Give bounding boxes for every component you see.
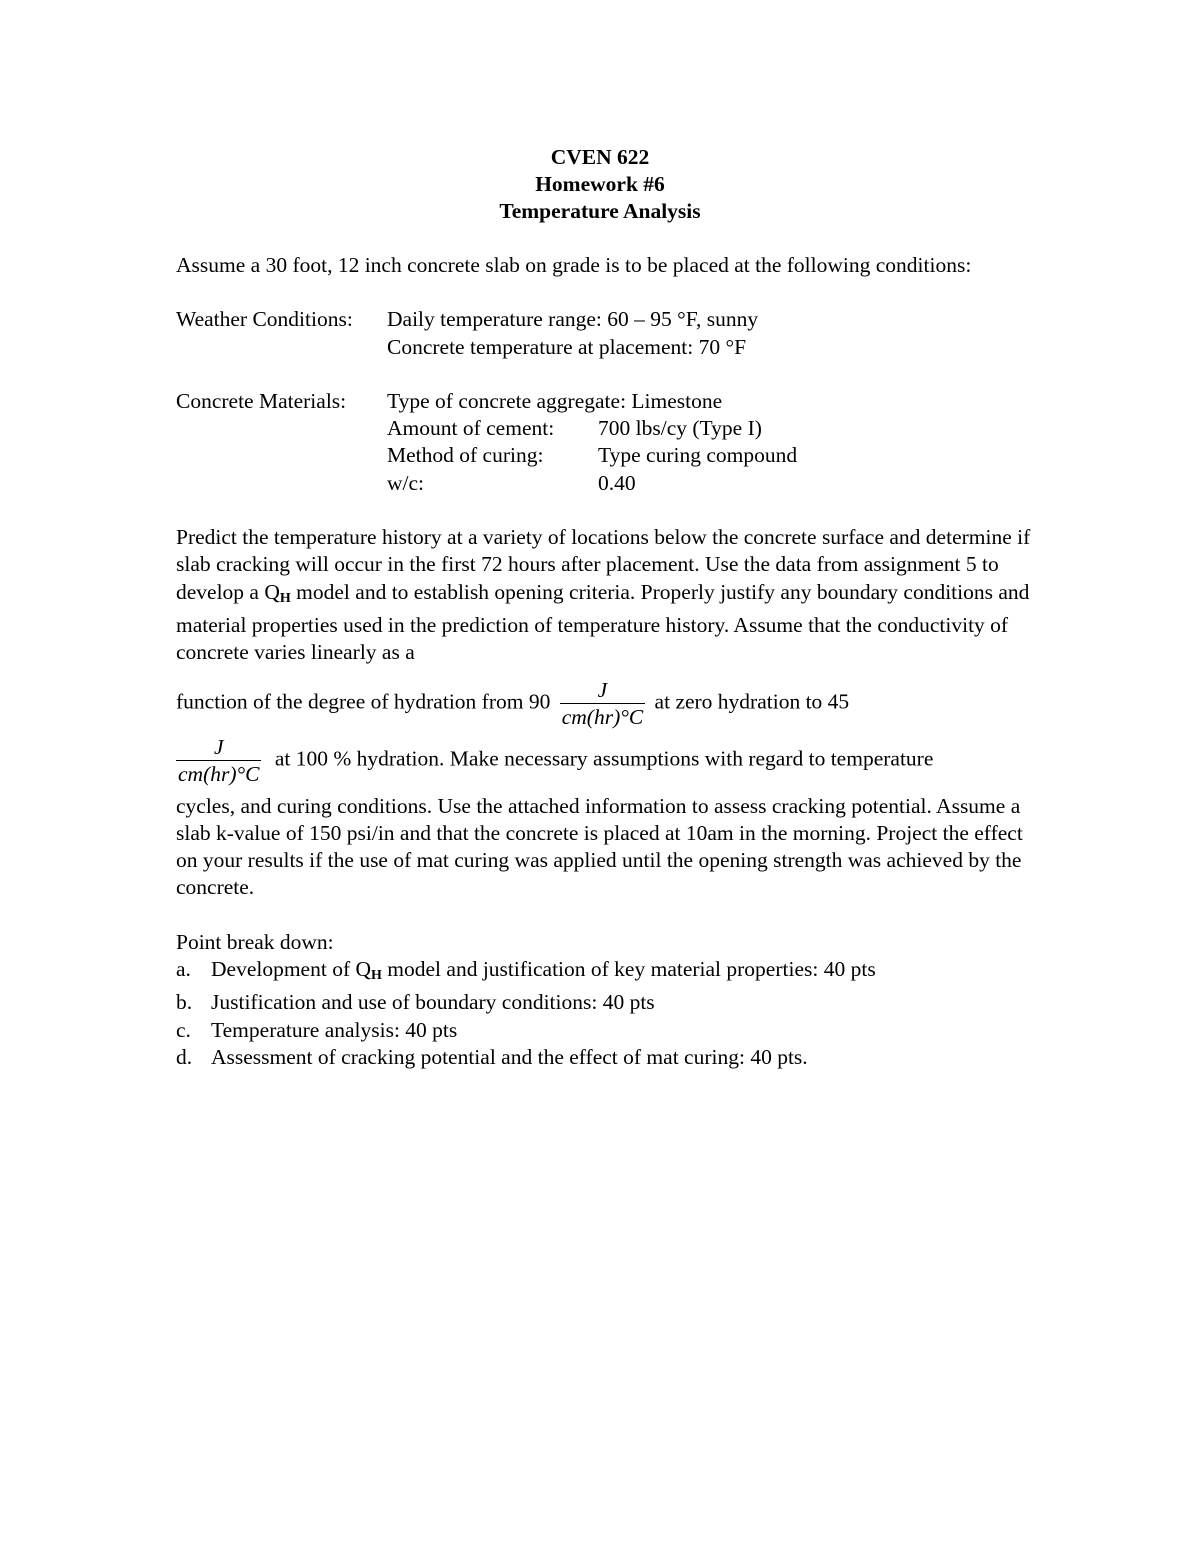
document-page (176, 144, 1036, 1071)
weather-line-2: Concrete temperature at placement: 70 °F (387, 334, 747, 359)
materials-value: 700 lbs/cy (Type I) (598, 416, 762, 441)
materials-value: Type curing compound (598, 443, 798, 468)
list-item: b. Justification and use of boundary conditions: 40 pts (176, 990, 655, 1015)
weather-label: Weather Conditions: (176, 307, 353, 332)
title-block (176, 144, 1024, 225)
conductivity-fraction: $\frac{J}{cm(hr)^\circ C}$ (178, 734, 260, 786)
topic-title: Temperature Analysis (499, 199, 701, 223)
assumptions-paragraph: cycles, and curing conditions. Use the attached information to assess cracking potential. Assume a slab k-value of 150 psi/in and that the concrete is placed at 10am in the morning. Project the effect on your results if the use of mat curing was applied until the opening strength was achieved by the concrete. (176, 793, 1023, 900)
conductivity-fraction: $\frac{J}{cm(hr)^\circ C}$ (561, 677, 644, 729)
intro-paragraph: Assume a 30 foot, 12 inch concrete slab on grade is to be placed at the following conditions: (176, 253, 972, 277)
materials-key: Amount of cement: (387, 416, 555, 441)
materials-key: w/c: (387, 470, 425, 495)
materials-key: Method of curing: (387, 443, 544, 468)
equation-line-2: $\frac{J}{cm(hr)^\circ C}$ at 100 % hydration. Make necessary assumptions with regard to temperature (178, 734, 934, 786)
materials-label: Concrete Materials: (176, 388, 347, 413)
list-item: a. Development of $Q_H$ model and justification of key material properties: 40 pts (176, 957, 876, 984)
task-paragraph: Predict the temperature history at a variety of locations below the concrete surface and determine if slab cracking will occur in the first 72 hours after placement. Use the data from assignment 5 to develop a $Q_H$ model and to establish opening criteria. Properly justify any boundary conditions and material properties used in the prediction of temperature history. Assume that the conductivity of concrete varies linearly as a (176, 525, 1031, 665)
body-text (176, 524, 1036, 902)
point-breakdown (176, 929, 1036, 1071)
weather-conditions (176, 306, 1036, 361)
points-heading: Point break down: (176, 929, 334, 954)
course-title: CVEN 622 (550, 145, 650, 169)
homework-title: Homework #6 (535, 172, 665, 196)
weather-line-1: Daily temperature range: 60 – 95 °F, sunny (387, 307, 759, 332)
equation-line-1: function of the degree of hydration from 90 $\frac{J}{cm(hr)^\circ C}$ at zero hydration to 45 (176, 677, 850, 729)
list-item: c. Temperature analysis: 40 pts (176, 1017, 458, 1042)
concrete-materials (176, 388, 1036, 497)
list-item: d. Assessment of cracking potential and the effect of mat curing: 40 pts. (176, 1044, 808, 1069)
materials-value: 0.40 (598, 470, 636, 495)
materials-aggregate: Type of concrete aggregate: Limestone (387, 388, 723, 413)
